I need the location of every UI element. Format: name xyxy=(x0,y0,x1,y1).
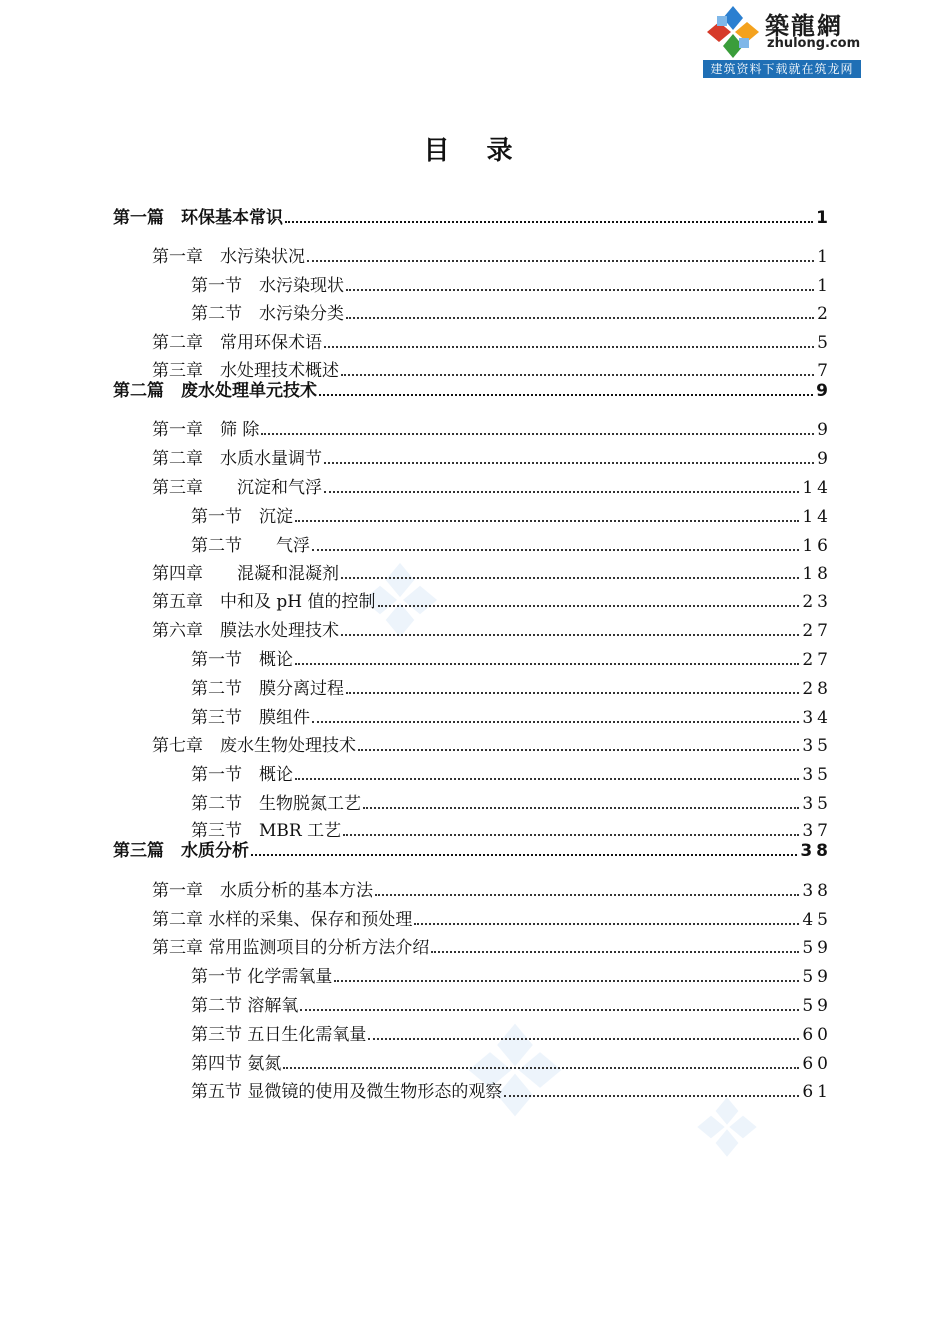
toc-leader-dots xyxy=(368,1038,799,1040)
toc-leader-dots xyxy=(300,1009,799,1011)
toc-leader-dots xyxy=(324,491,799,493)
toc-entry-page: 37 xyxy=(802,821,832,841)
toc-entry-label: 第二章 水质水量调节 xyxy=(152,449,322,469)
toc-entry-label: 第一章 水质分析的基本方法 xyxy=(152,881,373,901)
toc-entry-label: 第二章 水样的采集、保存和预处理 xyxy=(152,910,413,930)
toc-entry-section xyxy=(191,790,832,814)
watermark-icon xyxy=(695,1095,759,1159)
toc-leader-dots xyxy=(358,749,799,751)
zhulong-logo-mark-icon xyxy=(705,4,761,60)
toc-entry-label: 第三章 常用监测项目的分析方法介绍 xyxy=(152,938,430,958)
toc-leader-dots xyxy=(295,778,799,780)
toc-entry-page: 45 xyxy=(802,910,832,930)
toc-entry-page: 9 xyxy=(817,420,832,440)
toc-leader-dots xyxy=(363,807,799,809)
toc-leader-dots xyxy=(341,634,799,636)
toc-entry-page: 16 xyxy=(802,536,832,556)
toc-entry-label: 第五节 显微镜的使用及微生物形态的观察 xyxy=(191,1082,503,1102)
toc-entry-label: 第一章 水污染状况 xyxy=(152,247,305,267)
toc-leader-dots xyxy=(312,549,799,551)
toc-entry-label: 第一节 水污染现状 xyxy=(191,276,344,296)
toc-entry-chapter xyxy=(152,329,832,353)
toc-entry-label: 第一节 化学需氧量 xyxy=(191,967,333,987)
toc-entry-page: 9 xyxy=(817,449,832,469)
toc-entry-section xyxy=(191,992,832,1016)
toc-leader-dots xyxy=(261,433,814,435)
toc-entry-section xyxy=(191,532,832,556)
toc-entry-label: 第三节 五日生化需氧量 xyxy=(191,1025,367,1045)
toc-entry-part xyxy=(113,377,832,401)
toc-entry-chapter xyxy=(152,906,832,930)
toc-entry-section xyxy=(191,1078,832,1102)
toc-entry-chapter xyxy=(152,243,832,267)
toc-entry-label: 第三节 膜组件 xyxy=(191,708,310,728)
toc-entry-page: 59 xyxy=(802,967,832,987)
toc-entry-chapter xyxy=(152,445,832,469)
toc-entry-part xyxy=(113,204,832,228)
toc-leader-dots xyxy=(341,577,799,579)
toc-entry-page: 2 xyxy=(817,304,832,324)
toc-entry-page: 14 xyxy=(802,478,832,498)
toc-entry-page: 5 xyxy=(817,333,832,353)
toc-entry-section xyxy=(191,963,832,987)
toc-entry-chapter xyxy=(152,588,832,612)
toc-entry-label: 第三节 MBR 工艺 xyxy=(191,821,342,841)
toc-leader-dots xyxy=(504,1095,799,1097)
toc-entry-page: 35 xyxy=(802,794,832,814)
toc-leader-dots xyxy=(251,854,797,856)
logo-top xyxy=(703,2,861,60)
toc-entry-page: 1 xyxy=(817,247,832,267)
toc-entry-label: 第一篇 环保基本常识 xyxy=(113,208,283,228)
toc-entry-section xyxy=(191,272,832,296)
toc-entry-page: 27 xyxy=(802,621,832,641)
toc-entry-label: 第二节 水污染分类 xyxy=(191,304,344,324)
toc-entry-page: 23 xyxy=(802,592,832,612)
toc-entry-section xyxy=(191,646,832,670)
toc-leader-dots xyxy=(295,520,799,522)
toc-entry-label: 第四节 氨氮 xyxy=(191,1054,282,1074)
toc-entry-chapter xyxy=(152,934,832,958)
toc-entry-section xyxy=(191,1050,832,1074)
toc-entry-label: 第二节 溶解氧 xyxy=(191,996,299,1016)
logo-chinese-name: 築龍網 xyxy=(765,12,843,40)
toc-entry-page: 14 xyxy=(802,507,832,527)
toc-entry-chapter xyxy=(152,877,832,901)
toc-entry-chapter xyxy=(152,732,832,756)
toc-leader-dots xyxy=(324,346,814,348)
toc-entry-chapter xyxy=(152,560,832,584)
toc-entry-section xyxy=(191,300,832,324)
toc-entry-label: 第五章 中和及 pH 值的控制 xyxy=(152,592,376,612)
toc-entry-label: 第三章 沉淀和气浮 xyxy=(152,478,322,498)
zhulong-logo xyxy=(703,2,861,78)
toc-entry-page: 61 xyxy=(802,1082,832,1102)
toc-leader-dots xyxy=(307,260,814,262)
toc-entry-chapter xyxy=(152,617,832,641)
toc-entry-label: 第三篇 水质分析 xyxy=(113,841,249,861)
toc-leader-dots xyxy=(334,980,799,982)
toc-entry-section xyxy=(191,675,832,699)
toc-entry-page: 35 xyxy=(802,736,832,756)
toc-entry-page: 28 xyxy=(802,679,832,699)
toc-entry-label: 第二节 生物脱氮工艺 xyxy=(191,794,361,814)
toc-leader-dots xyxy=(378,605,800,607)
toc-entry-page: 18 xyxy=(802,564,832,584)
toc-entry-label: 第七章 废水生物处理技术 xyxy=(152,736,356,756)
toc-leader-dots xyxy=(312,721,799,723)
toc-leader-dots xyxy=(341,374,814,376)
toc-entry-label: 第一节 概论 xyxy=(191,650,293,670)
toc-entry-page: 59 xyxy=(802,938,832,958)
toc-entry-page: 35 xyxy=(802,765,832,785)
toc-entry-page: 1 xyxy=(816,208,832,228)
toc-entry-chapter xyxy=(152,474,832,498)
toc-leader-dots xyxy=(346,317,814,319)
toc-entry-section xyxy=(191,1021,832,1045)
toc-entry-section xyxy=(191,704,832,728)
toc-entry-label: 第四章 混凝和混凝剂 xyxy=(152,564,339,584)
logo-slogan: 建筑资料下载就在筑龙网 xyxy=(703,60,861,78)
toc-leader-dots xyxy=(319,394,813,396)
toc-entry-page: 38 xyxy=(802,881,832,901)
toc-leader-dots xyxy=(346,289,814,291)
toc-entry-page: 34 xyxy=(802,708,832,728)
toc-entry-page: 59 xyxy=(802,996,832,1016)
toc-entry-label: 第二节 膜分离过程 xyxy=(191,679,344,699)
toc-entry-page: 27 xyxy=(802,650,832,670)
toc-leader-dots xyxy=(346,692,799,694)
toc-entry-label: 第三章 水处理技术概述 xyxy=(152,361,339,381)
logo-domain: zhulong.com xyxy=(767,36,861,51)
toc-entry-label: 第一节 概论 xyxy=(191,765,293,785)
toc-leader-dots xyxy=(283,1067,799,1069)
toc-entry-page: 7 xyxy=(817,361,832,381)
toc-entry-page: 38 xyxy=(800,841,832,861)
toc-leader-dots xyxy=(375,894,799,896)
toc-entry-label: 第二节 气浮 xyxy=(191,536,310,556)
toc-leader-dots xyxy=(324,462,814,464)
toc-entry-label: 第一节 沉淀 xyxy=(191,507,293,527)
toc-leader-dots xyxy=(431,951,799,953)
toc-leader-dots xyxy=(295,663,799,665)
toc-entry-part xyxy=(113,837,832,861)
toc-entry-chapter xyxy=(152,416,832,440)
toc-leader-dots xyxy=(414,923,799,925)
toc-leader-dots xyxy=(343,834,799,836)
toc-entry-label: 第二篇 废水处理单元技术 xyxy=(113,381,317,401)
toc-entry-label: 第一章 筛 除 xyxy=(152,420,260,440)
page-title: 目 录 xyxy=(423,136,527,166)
toc-entry-section xyxy=(191,761,832,785)
toc-entry-label: 第二章 常用环保术语 xyxy=(152,333,322,353)
toc-leader-dots xyxy=(285,221,813,223)
toc-entry-section xyxy=(191,503,832,527)
toc-entry-page: 9 xyxy=(816,381,832,401)
toc-entry-page: 1 xyxy=(817,276,832,296)
toc-entry-page: 60 xyxy=(802,1054,832,1074)
toc-entry-label: 第六章 膜法水处理技术 xyxy=(152,621,339,641)
toc-entry-page: 60 xyxy=(802,1025,832,1045)
